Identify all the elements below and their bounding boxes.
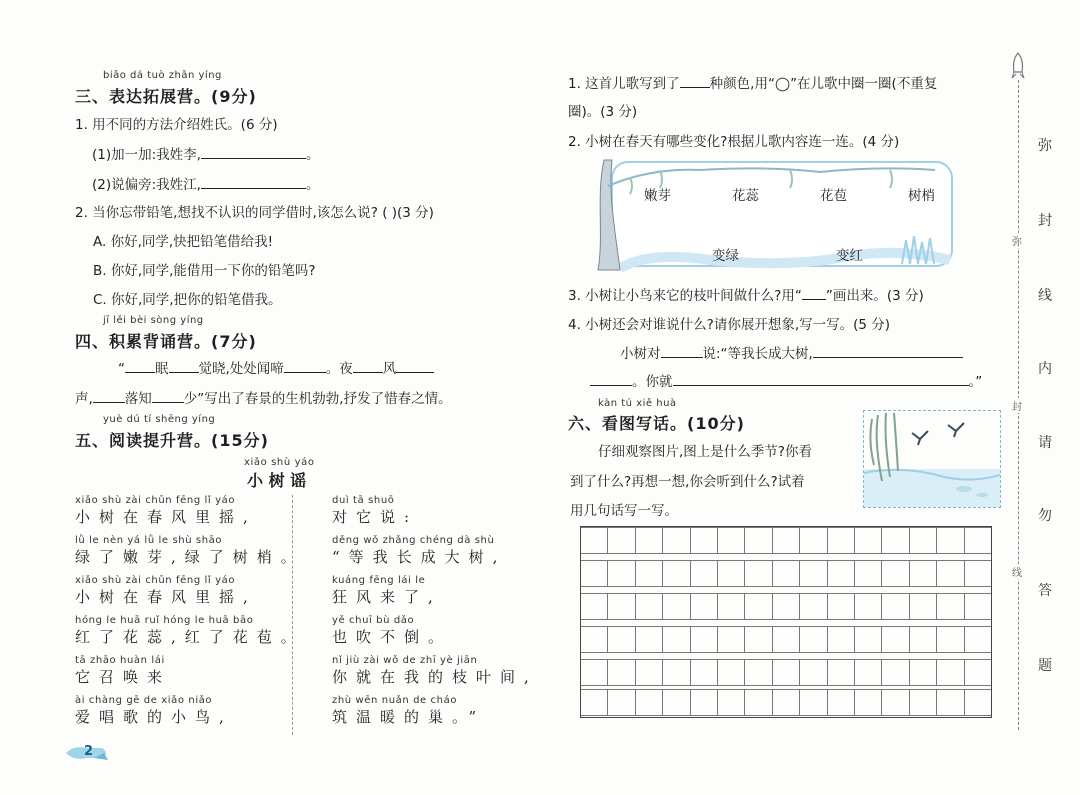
poem-line: 绿了嫩芽,绿了树梢。 [75,548,305,566]
poem-right-column [332,495,538,727]
q1-b: (2)说偏旁:我姓江, 。 [92,173,319,193]
poem-line-pinyin: xiǎo shù zài chūn fēng lǐ yáo [75,495,236,506]
poem-line-pinyin: hóng le huā ruǐ hóng le huā bāo [75,615,254,626]
matching-illustration [590,156,958,272]
margin-char: 线 [1038,288,1052,304]
q2-option-c: C. 你好,同学,把你的铅笔借我。 [93,292,282,308]
section3-title: 三、表达拓展营。(9分) [75,87,257,106]
poem-line: 你就在我的枝叶间, [332,668,538,686]
answer-blank[interactable] [802,285,826,300]
poem-line: 红了花蕊,红了花苞。 [75,628,305,646]
poem-line-pinyin: děng wǒ zhǎng chéng dà shù [332,535,495,546]
margin-char: 请 [1038,435,1052,451]
poem-line-pinyin: nǐ jiù zài wǒ de zhī yè jiān [332,655,478,666]
poem-line-pinyin: ài chàng gē de xiǎo niǎo [75,695,213,706]
margin-char: 勿 [1038,508,1052,524]
q1-right: 1. 这首儿歌写到了 种颜色,用“◯”在儿歌中圈一圈(不重复 [568,72,937,92]
poem-line: 它召唤来 [75,668,172,686]
grid-row[interactable] [581,659,991,686]
match-bottom-1[interactable]: 变绿 [712,248,739,264]
q1-right-cont: 圈)。(3 分) [568,104,638,120]
answer-blank[interactable] [396,358,434,373]
poem-line-pinyin: yě chuī bù dǎo [332,615,415,626]
q3-right: 3. 小树让小鸟来它的枝叶间做什么?用“ ”画出来。(3 分) [568,284,924,304]
match-top-3[interactable]: 花苞 [820,188,847,204]
q4-line2: 。你就 。” [590,370,982,390]
match-bottom-2[interactable]: 变红 [836,248,863,264]
answer-blank[interactable] [201,144,306,159]
section4-pinyin: jī lěi bèi sòng yíng [103,315,204,326]
q2-option-b: B. 你好,同学,能借用一下你的铅笔吗? [93,263,316,279]
q4-line1: 小树对 说:“等我长成大树, [620,342,963,362]
q2-left: 2. 当你忘带铅笔,想找不认识的同学借时,该怎么说? ( )(3 分) [75,205,434,221]
poem-line: 也吹不倒。 [332,628,453,646]
q1-a: (1)加一加:我姓李, 。 [92,143,319,163]
spring-picture [863,410,1001,508]
match-top-1[interactable]: 嫩芽 [644,188,671,204]
poem-line-pinyin: xiǎo shù zài chūn fēng lǐ yáo [75,575,236,586]
poem-left-column [75,495,305,727]
page-number: 2 [84,744,94,759]
margin-small-char: 线 [1012,564,1022,579]
margin-small-char: 封 [1012,398,1022,413]
section6-pinyin: kàn tú xiě huà [598,398,677,409]
answer-blank[interactable] [661,343,703,358]
poem-line: 小树在春风里摇, [75,508,257,526]
section4-title: 四、积累背诵营。(7分) [75,332,257,351]
section5-pinyin: yuè dú tí shēng yíng [103,414,216,425]
grid-row[interactable] [581,527,991,554]
answer-blank[interactable] [169,358,199,373]
answer-blank[interactable] [353,358,383,373]
answer-blank[interactable] [201,174,306,189]
answer-blank[interactable] [152,388,184,403]
answer-blank[interactable] [680,73,710,88]
poem-line-pinyin: kuáng fēng lái le [332,575,426,586]
poem-line: 爱唱歌的小鸟, [75,708,233,726]
poem-line: 对它说: [332,508,419,526]
margin-char: 封 [1038,213,1052,229]
answer-blank[interactable] [590,371,632,386]
margin-char: 答 [1038,583,1052,599]
margin-char: 弥 [1038,138,1052,154]
grid-row[interactable] [581,560,991,587]
poem-line: 狂风来了, [332,588,442,606]
poem-divider [292,495,293,735]
q2-option-a: A. 你好,同学,快把铅笔借给我! [93,234,274,250]
answer-blank[interactable] [813,343,963,358]
grid-row[interactable] [581,689,991,716]
match-top-2[interactable]: 花蕊 [732,188,759,204]
page-number-badge [64,744,112,762]
answer-blank[interactable] [125,358,155,373]
grid-row[interactable] [581,593,991,620]
answer-blank[interactable] [673,371,969,386]
poem-line: 小树在春风里摇, [75,588,257,606]
willow-swallow-scene-icon [864,411,1000,507]
rocket-icon [1010,52,1026,82]
poem-line-pinyin: zhù wēn nuǎn de cháo [332,695,458,706]
grid-row[interactable] [581,626,991,653]
writing-grid[interactable] [580,526,992,718]
s6-line3: 用几句话写一写。 [570,503,678,519]
section6-title: 六、看图写话。(10分) [568,414,745,433]
margin-char: 题 [1038,658,1052,674]
margin-char: 内 [1038,361,1052,377]
q2-right: 2. 小树在春天有哪些变化?根据儿歌内容连一连。(4 分) [568,134,900,150]
poem-line: “等我长成大树, [332,548,507,566]
section3-pinyin: biǎo dá tuò zhǎn yíng [103,70,222,81]
q4-right: 4. 小树还会对谁说什么?请你展开想象,写一写。(5 分) [568,317,891,333]
answer-blank[interactable] [93,388,125,403]
poem-line: 筑温暖的巢。” [332,708,486,726]
section5-title: 五、阅读提升营。(15分) [75,431,269,450]
poem-fill-line1: “ 眠 觉晓,处处闻啼 。夜 风 [118,357,434,377]
match-top-4[interactable]: 树梢 [908,188,935,204]
s6-line1: 仔细观察图片,图上是什么季节?你看 [598,444,812,460]
poem-fill-line2: 声, 落知 少”写出了春景的生机勃勃,抒发了惜春之情。 [75,387,452,407]
poem-line-pinyin: tā zhāo huàn lái [75,655,165,666]
poem-title: 小 树 谣 [247,471,307,490]
q1-left: 1. 用不同的方法介绍姓氏。(6 分) [75,117,278,133]
poem-title-pinyin: xiǎo shù yáo [244,457,315,468]
margin-small-char: 弥 [1012,233,1022,248]
poem-line-pinyin: lǜ le nèn yá lǜ le shù shāo [75,535,223,546]
tree-branch-frame-icon [590,156,958,272]
s6-line2: 到了什么?再想一想,你会听到什么?试着 [570,474,805,490]
poem-line-pinyin: duì tā shuō [332,495,395,506]
answer-blank[interactable] [284,358,326,373]
